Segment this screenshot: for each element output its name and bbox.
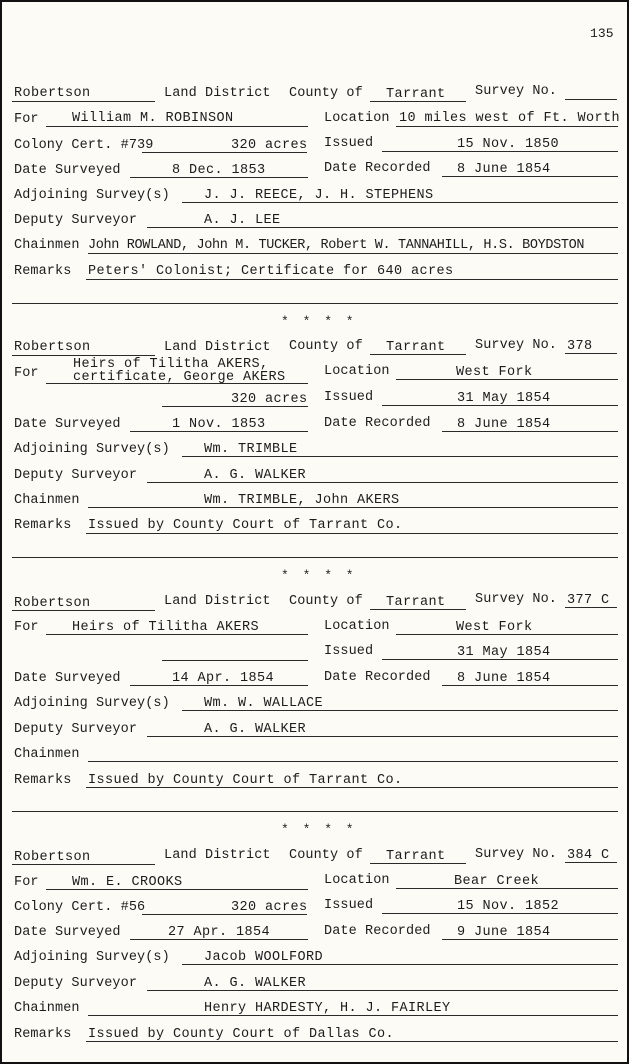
remarks-label: Remarks — [14, 518, 72, 533]
county-of-label: County of — [289, 848, 363, 863]
adjoining-label: Adjoining Survey(s) — [14, 188, 170, 203]
adjoining-label: Adjoining Survey(s) — [14, 696, 170, 711]
date-surveyed-label: Date Surveyed — [14, 671, 121, 686]
deputy-surveyor-label: Deputy Surveyor — [14, 213, 138, 228]
county-of-label: County of — [289, 339, 363, 354]
date-surveyed-label: Date Surveyed — [14, 925, 121, 940]
deputy-surveyor-value: A. G. WALKER — [204, 976, 307, 991]
date-recorded-value: 8 June 1854 — [457, 417, 551, 432]
for-label: For — [14, 112, 39, 127]
record-separator: * * * * — [281, 314, 357, 329]
survey-no-value: 384 C — [567, 848, 610, 863]
location-label: Location — [324, 364, 390, 379]
survey-no-value: 378 — [567, 339, 593, 354]
county-value: Tarrant — [386, 849, 446, 864]
date-recorded-label: Date Recorded — [324, 670, 431, 685]
adjoining-value: Wm. W. WALLACE — [204, 696, 324, 711]
district-value: Robertson — [14, 340, 91, 355]
adjoining-label: Adjoining Survey(s) — [14, 950, 170, 965]
land-district-label: Land District — [164, 340, 271, 355]
survey-no-label: Survey No. — [475, 847, 558, 862]
remarks-value: Issued by County Court of Dallas Co. — [88, 1027, 395, 1042]
date-surveyed-value: 14 Apr. 1854 — [172, 671, 275, 686]
remarks-value: Issued by County Court of Tarrant Co. — [88, 518, 403, 533]
date-surveyed-value: 27 Apr. 1854 — [168, 925, 271, 940]
issued-value: 15 Nov. 1850 — [457, 137, 560, 152]
for-value: Heirs of Tilitha AKERS — [72, 620, 260, 635]
date-surveyed-label: Date Surveyed — [14, 417, 121, 432]
date-recorded-label: Date Recorded — [324, 161, 431, 176]
deputy-surveyor-value: A. G. WALKER — [204, 722, 307, 737]
acres-value: 320 acres — [231, 392, 308, 407]
land-district-label: Land District — [164, 848, 271, 863]
colony-cert-label: Colony Cert. #56 — [14, 900, 146, 915]
remarks-value: Issued by County Court of Tarrant Co. — [88, 773, 403, 788]
for-value: William M. ROBINSON — [72, 111, 234, 126]
district-value: Robertson — [14, 596, 91, 611]
record-separator: * * * * — [281, 568, 357, 583]
for-label: For — [14, 875, 39, 890]
for-label: For — [14, 620, 39, 635]
remarks-label: Remarks — [14, 1027, 72, 1042]
county-of-label: County of — [289, 594, 363, 609]
deputy-surveyor-label: Deputy Surveyor — [14, 722, 138, 737]
acres-value: 320 acres — [231, 138, 308, 153]
survey-no-label: Survey No. — [475, 592, 558, 607]
deputy-surveyor-label: Deputy Surveyor — [14, 468, 138, 483]
chainmen-value: Henry HARDESTY, H. J. FAIRLEY — [204, 1001, 451, 1016]
date-recorded-label: Date Recorded — [324, 924, 431, 939]
date-surveyed-value: 1 Nov. 1853 — [172, 417, 266, 432]
for-value-line2: certificate, George AKERS — [73, 370, 286, 385]
issued-label: Issued — [324, 390, 374, 405]
deputy-surveyor-value: A. J. LEE — [204, 213, 281, 228]
chainmen-label: Chainmen — [14, 238, 80, 253]
location-value: 10 miles west of Ft. Worth — [399, 111, 621, 126]
district-value: Robertson — [14, 86, 91, 101]
date-recorded-value: 8 June 1854 — [457, 162, 551, 177]
survey-no-value: 377 C — [567, 593, 610, 608]
date-surveyed-label: Date Surveyed — [14, 163, 121, 178]
survey-no-label: Survey No. — [475, 338, 558, 353]
location-label: Location — [324, 873, 390, 888]
survey-no-label: Survey No. — [475, 84, 558, 99]
chainmen-value: Wm. TRIMBLE, John AKERS — [204, 493, 400, 508]
colony-cert-label: Colony Cert. #739 — [14, 138, 154, 153]
location-value: West Fork — [456, 365, 533, 380]
county-value: Tarrant — [386, 595, 446, 610]
record-separator: * * * * — [281, 822, 357, 837]
for-value-line1: Heirs of Tilitha AKERS, — [73, 357, 269, 372]
county-value: Tarrant — [386, 340, 446, 355]
acres-value: 320 acres — [231, 900, 308, 915]
issued-label: Issued — [324, 644, 374, 659]
date-recorded-label: Date Recorded — [324, 416, 431, 431]
location-label: Location — [324, 111, 390, 126]
remarks-label: Remarks — [14, 264, 72, 279]
chainmen-label: Chainmen — [14, 493, 80, 508]
adjoining-label: Adjoining Survey(s) — [14, 442, 170, 457]
land-district-label: Land District — [164, 594, 271, 609]
adjoining-value: Jacob WOOLFORD — [204, 950, 324, 965]
district-value: Robertson — [14, 850, 91, 865]
date-surveyed-value: 8 Dec. 1853 — [172, 163, 266, 178]
issued-label: Issued — [324, 136, 374, 151]
location-value: West Fork — [456, 620, 533, 635]
adjoining-value: Wm. TRIMBLE — [204, 442, 298, 457]
for-label: For — [14, 366, 39, 381]
page-number: 135 — [590, 26, 614, 41]
issued-value: 31 May 1854 — [457, 391, 551, 406]
deputy-surveyor-value: A. G. WALKER — [204, 468, 307, 483]
date-recorded-value: 9 June 1854 — [457, 925, 551, 940]
issued-value: 31 May 1854 — [457, 645, 551, 660]
location-label: Location — [324, 619, 390, 634]
for-value: Wm. E. CROOKS — [72, 875, 183, 890]
remarks-label: Remarks — [14, 773, 72, 788]
location-value: Bear Creek — [454, 874, 540, 889]
county-of-label: County of — [289, 86, 363, 101]
issued-value: 15 Nov. 1852 — [457, 899, 560, 914]
remarks-value: Peters' Colonist; Certificate for 640 acres — [88, 264, 454, 279]
land-district-label: Land District — [164, 86, 271, 101]
adjoining-value: J. J. REECE, J. H. STEPHENS — [204, 188, 434, 203]
deputy-surveyor-label: Deputy Surveyor — [14, 976, 138, 991]
issued-label: Issued — [324, 898, 374, 913]
chainmen-label: Chainmen — [14, 1001, 80, 1016]
county-value: Tarrant — [386, 87, 446, 102]
date-recorded-value: 8 June 1854 — [457, 671, 551, 686]
chainmen-label: Chainmen — [14, 747, 80, 762]
chainmen-value: John ROWLAND, John M. TUCKER, Robert W. TANNAHILL, H.S. BOYDSTON — [88, 238, 585, 253]
